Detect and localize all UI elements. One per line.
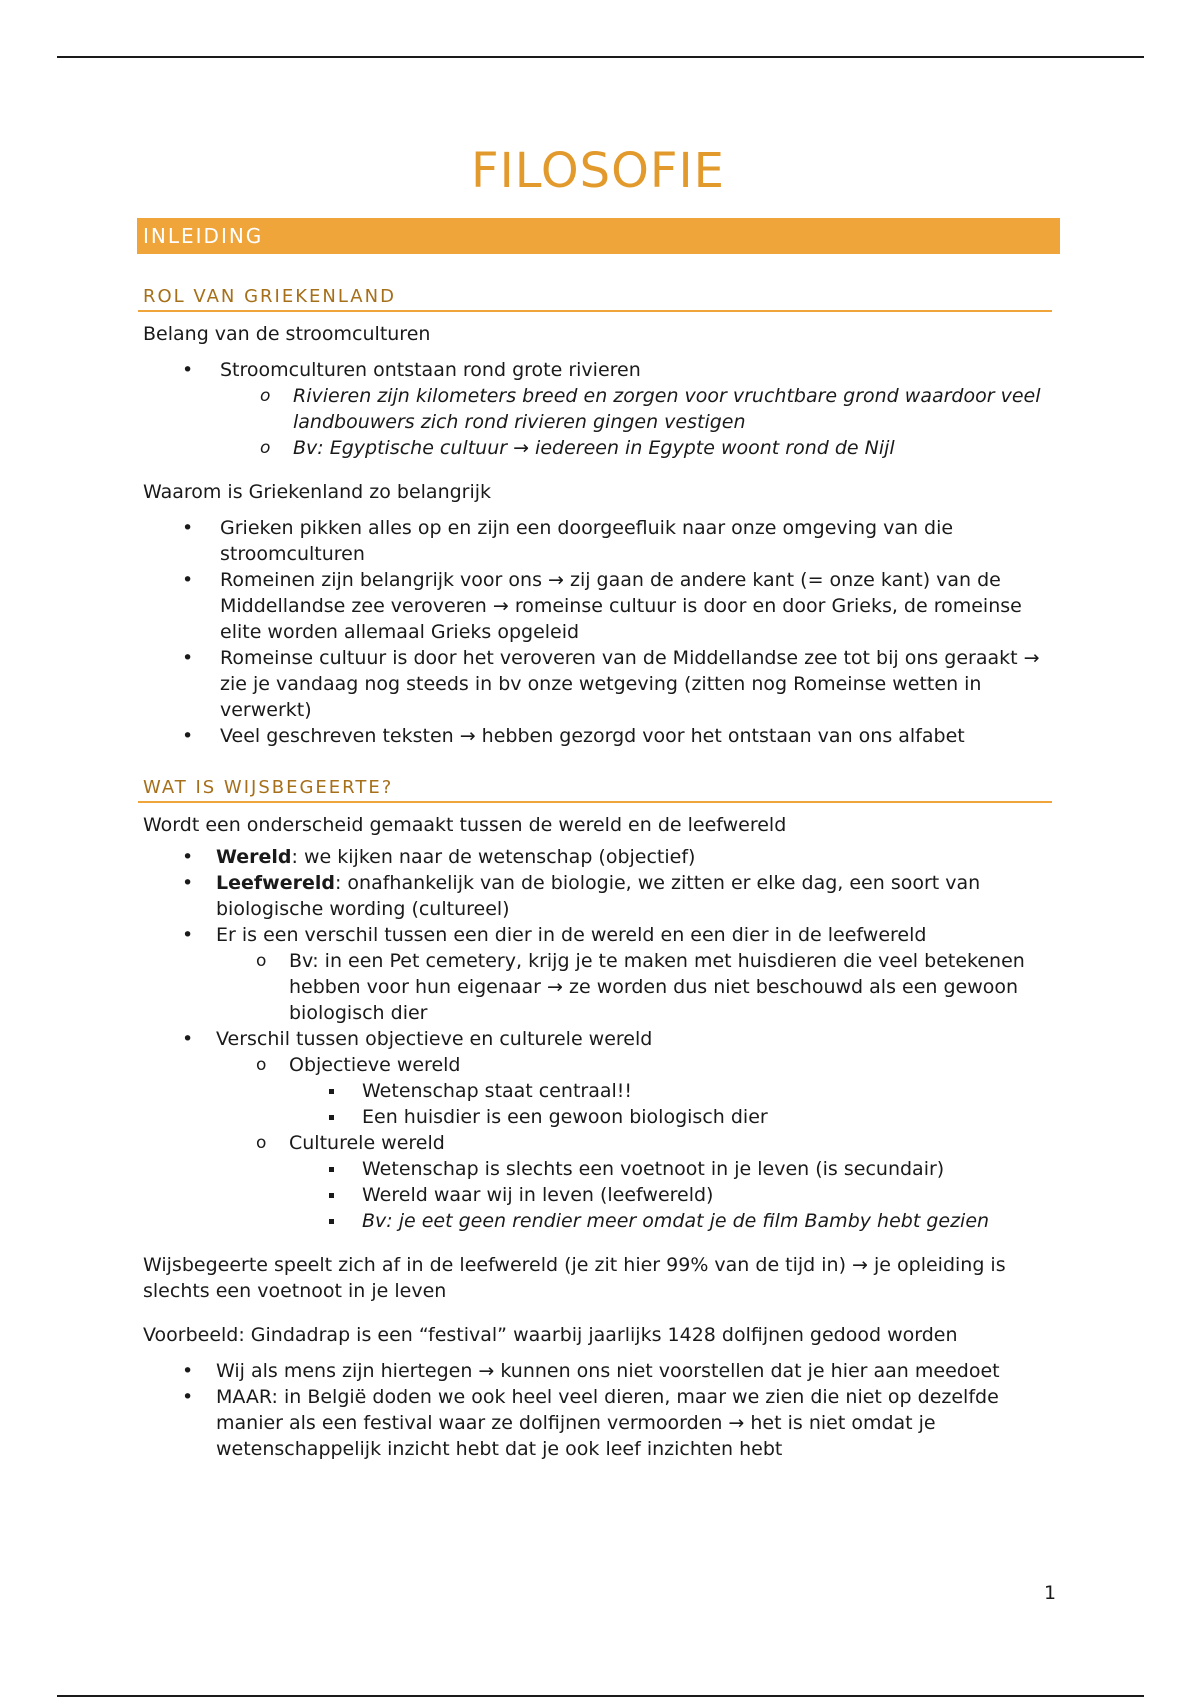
bullet-list bbox=[138, 844, 1058, 1234]
sub-list-item: o Bv: in een Pet cemetery, krijg je te maken met huisdieren die veel betekenen hebben voor hun eigenaar → ze worden dus niet beschouwd als een gewoon biologisch dier bbox=[216, 948, 1058, 1026]
sub-list-item: o Bv: Egyptische cultuur → iedereen in Egypte woont rond de Nijl bbox=[220, 435, 1058, 461]
paragraph-voorbeeld: Voorbeeld: Gindadrap is een “festival” waarbij jaarlijks 1428 dolfijnen gedood worden bbox=[143, 1324, 958, 1346]
sub-sub-list-item: Wetenschap is slechts een voetnoot in je leven (is secundair) bbox=[289, 1156, 1058, 1182]
bullet-list bbox=[138, 357, 1058, 461]
sub-list-item: o Rivieren zijn kilometers breed en zorgen voor vruchtbare grond waardoor veel landbouwers zich rond rivieren gingen vestigen bbox=[220, 383, 1058, 435]
list-item bbox=[138, 870, 1058, 922]
sub-list bbox=[220, 383, 1058, 461]
section-heading-wat-is-wijsbegeerte: WAT IS WIJSBEGEERTE? bbox=[138, 777, 1052, 803]
list-item-text: Er is een verschil tussen een dier in de wereld en een dier in de leefwereld bbox=[216, 924, 927, 946]
sub-list-item-text: Objectieve wereld bbox=[289, 1054, 461, 1076]
list-item: • Veel geschreven teksten → hebben gezorgd voor het ontstaan van ons alfabet bbox=[138, 723, 1058, 749]
list-item bbox=[138, 357, 1058, 461]
sub-sub-list bbox=[289, 1156, 1058, 1234]
sub-sub-list bbox=[289, 1078, 1058, 1130]
term-bold: Wereld bbox=[216, 846, 292, 868]
list-item: • Romeinen zijn belangrijk voor ons → zij gaan de andere kant (= onze kant) van de Middellandse zee veroveren → romeinse cultuur is door en door Grieks, de romeinse elite worden allemaal Grieks opgeleid bbox=[138, 567, 1058, 645]
list-item bbox=[138, 844, 1058, 870]
list-item bbox=[138, 1026, 1058, 1234]
term-definition: : we kijken naar de wetenschap (objectief) bbox=[291, 846, 696, 868]
term-bold: Leefwereld bbox=[216, 872, 335, 894]
sub-list-item bbox=[216, 1130, 1058, 1234]
sub-list bbox=[216, 948, 1058, 1026]
list-item-text: Stroomculturen ontstaan rond grote rivieren bbox=[220, 359, 641, 381]
term-definition: : onafhankelijk van de biologie, we zitten er elke dag, een soort van biologische wording (cultureel) bbox=[216, 872, 981, 920]
bullet-list bbox=[138, 515, 1058, 749]
sub-sub-list-item: Een huisdier is een gewoon biologisch dier bbox=[289, 1104, 1058, 1130]
bullet-list bbox=[138, 1358, 1058, 1462]
document-title: FILOSOFIE bbox=[471, 143, 725, 199]
paragraph-onderscheid: Wordt een onderscheid gemaakt tussen de wereld en de leefwereld bbox=[143, 814, 787, 836]
header-rule bbox=[57, 56, 1144, 58]
list-item-text: Verschil tussen objectieve en culturele wereld bbox=[216, 1028, 653, 1050]
document-body bbox=[138, 140, 1058, 1462]
paragraph-waarom: Waarom is Griekenland zo belangrijk bbox=[143, 481, 492, 503]
paragraph-belang: Belang van de stroomculturen bbox=[143, 323, 431, 345]
page-number: 1 bbox=[1044, 1582, 1057, 1604]
sub-list bbox=[216, 1052, 1058, 1234]
list-item bbox=[138, 922, 1058, 1026]
section-heading-rol-van-griekenland: ROL VAN GRIEKENLAND bbox=[138, 286, 1052, 312]
chapter-banner: INLEIDING bbox=[137, 218, 1060, 254]
sub-sub-list-item: Bv: je eet geen rendier meer omdat je de film Bamby hebt gezien bbox=[289, 1208, 1058, 1234]
list-item: • Wij als mens zijn hiertegen → kunnen ons niet voorstellen dat je hier aan meedoet bbox=[138, 1358, 1058, 1384]
sub-sub-list-item: Wereld waar wij in leven (leefwereld) bbox=[289, 1182, 1058, 1208]
list-item: • MAAR: in België doden we ook heel veel dieren, maar we zien die niet op dezelfde manier als een festival waar ze dolfijnen vermoorden → het is niet omdat je wetenschappelijk inzicht hebt dat je ook leef inzichten hebt bbox=[138, 1384, 1058, 1462]
paragraph-wijsbegeerte: Wijsbegeerte speelt zich af in de leefwereld (je zit hier 99% van de tijd in) → je opleiding is slechts een voetnoot in je leven bbox=[143, 1254, 1006, 1302]
sub-list-item-text: Culturele wereld bbox=[289, 1132, 445, 1154]
sub-sub-list-item: Wetenschap staat centraal!! bbox=[289, 1078, 1058, 1104]
footer-rule bbox=[57, 1695, 1144, 1697]
list-item: • Grieken pikken alles op en zijn een doorgeefluik naar onze omgeving van die stroomculturen bbox=[138, 515, 1058, 567]
sub-list-item bbox=[216, 1052, 1058, 1130]
list-item: • Romeinse cultuur is door het veroveren van de Middellandse zee tot bij ons geraakt → zie je vandaag nog steeds in bv onze wetgeving (zitten nog Romeinse wetten in verwerkt) bbox=[138, 645, 1058, 723]
